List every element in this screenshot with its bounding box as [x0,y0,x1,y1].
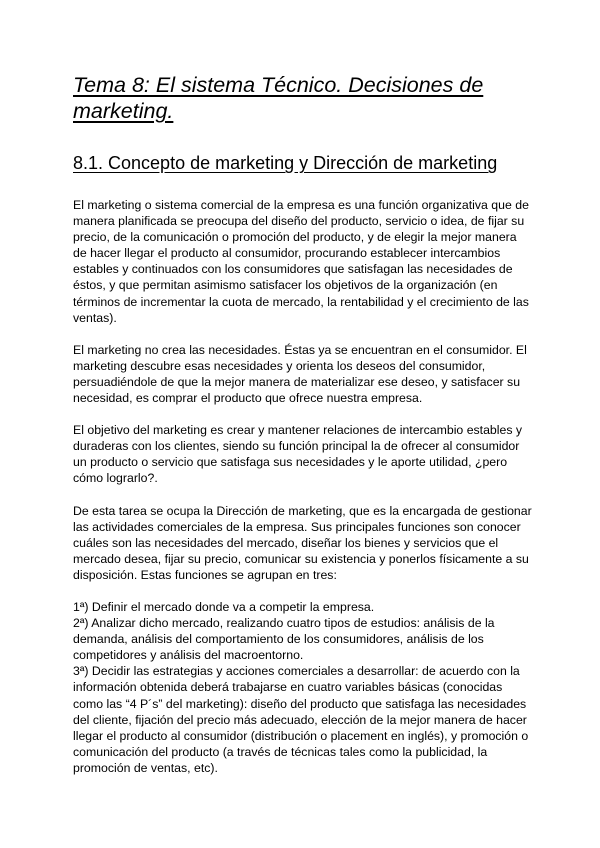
list-item: 2ª) Analizar dicho mercado, realizando cuatro tipos de estudios: análisis de la demanda, análisis del comportamiento de los consumidores, análisis de los competidores y análisis del macroentorno. [73,616,495,663]
paragraph-marketing-direction: De esta tarea se ocupa la Dirección de marketing, que es la encargada de gestionar las actividades comerciales de la empresa. Sus principales funciones son conocer cuáles son las necesidades del mercado, diseñar los bienes y servicios que el mercado desea, fijar su precio, comunicar su existencia y ponerlos físicamente a su disposición. Estas funciones se agrupan en tres: [73,503,532,582]
document-title: Tema 8: El sistema Técnico. Decisiones de marketing. [73,73,484,123]
section-heading: 8.1. Concepto de marketing y Dirección de marketing [73,153,498,173]
list-item: 1ª) Definir el mercado donde va a competir la empresa. [73,599,375,614]
paragraph-marketing-needs: El marketing no crea las necesidades. Éstas ya se encuentran en el consumidor. El marketing descubre esas necesidades y orienta los deseos del consumidor, persuadiéndole de que la mejor manera de materializar ese deseo, y satisfacer su necesidad, es comprar el producto que ofrece nuestra empresa. [73,342,527,406]
list-item: 3ª) Decidir las estrategias y acciones comerciales a desarrollar: de acuerdo con la información obtenida deberá trabajarse en cuatro variables básicas (conocidas como las “4 P´s” del marketing): diseño del producto que satisfaga las necesidades del cliente, fijación del precio más adecuado, elección de la mejor manera de hacer llegar el producto al consumidor (distribución o placement en inglés), y promoción o comunicación del producto (a través de técnicas tales como la publicidad, la promoción de ventas, etc). [73,664,529,775]
paragraph-marketing-definition: El marketing o sistema comercial de la empresa es una función organizativa que de manera planificada se preocupa del diseño del producto, servicio o idea, de fijar su precio, de la comunicación o promoción del producto, y de elegir la mejor manera de hacer llegar el producto al consumidor, procurando establecer intercambios estables y continuados con los consumidores que satisfagan las necesidades de éstos, y que permitan asimismo satisfacer los objetivos de la organización (en términos de incrementar la cuota de mercado, la rentabilidad y el crecimiento de las ventas). [73,198,529,325]
functions-list [73,599,533,776]
paragraph-marketing-objective: El objetivo del marketing es crear y mantener relaciones de intercambio estables y duraderas con los clientes, siendo su función principal la de ofrecer al consumidor un producto o servicio que satisfaga sus necesidades y le aporte utilidad, ¿pero cómo lograrlo?. [73,423,523,486]
document-page [73,72,533,776]
